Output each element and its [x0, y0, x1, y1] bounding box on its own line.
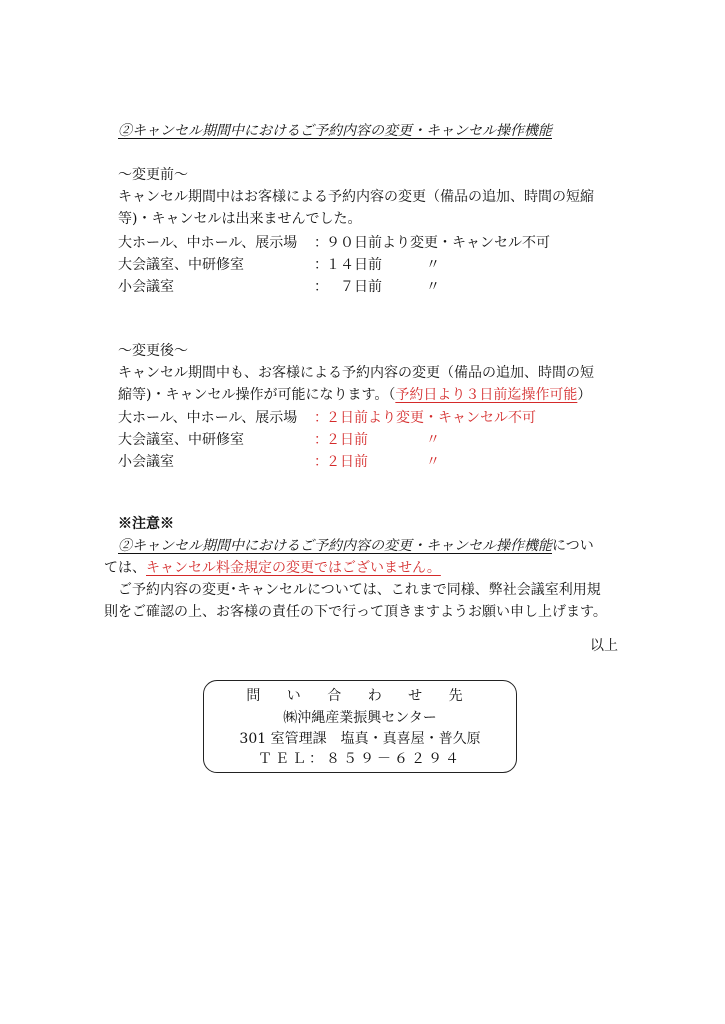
notice-title: ※注意※ — [118, 516, 174, 532]
facility-label: 小会議室 — [118, 454, 174, 470]
notice-line-1 — [118, 535, 594, 557]
colon: ： — [314, 235, 328, 251]
ditto-mark: 〃 — [426, 432, 440, 448]
ditto-mark: 〃 — [426, 257, 440, 273]
colon: ： — [314, 257, 328, 273]
after-desc-line-1: キャンセル期間中も、お客様による予約内容の変更（備品の追加、時間の短 — [118, 365, 594, 381]
deadline-value: ２日前より変更・キャンセル不可 — [326, 410, 536, 426]
ditto-mark: 〃 — [426, 454, 440, 470]
before-desc-line-2: 等)・キャンセルは出来ませんでした。 — [118, 211, 362, 227]
facility-label: 大会議室、中研修室 — [118, 432, 244, 448]
after-desc-highlight: 予約日より３日前迄操作可能 — [395, 387, 578, 403]
contact-title: 問 い 合 わ せ 先 — [246, 688, 474, 704]
facility-label: 小会議室 — [118, 279, 174, 295]
deadline-value: ２日前 — [326, 454, 368, 470]
facility-label: 大ホール、中ホール、展示場 — [118, 410, 298, 426]
colon: ： — [314, 454, 328, 470]
notice-line-1-tail: につい — [552, 538, 594, 554]
colon: ： — [314, 279, 328, 295]
before-desc-line-1: キャンセル期間中はお客様による予約内容の変更（備品の追加、時間の短縮 — [118, 189, 594, 205]
notice-highlight: キャンセル料金規定の変更ではございません。 — [146, 560, 441, 576]
contact-company: ㈱沖縄産業振興センター — [283, 710, 437, 726]
after-desc-text: 縮等)・キャンセル操作が可能になります。（ — [118, 387, 396, 403]
after-desc-line-2 — [118, 384, 591, 406]
before-label: ～変更前～ — [118, 167, 188, 183]
deadline-value: １４日前 — [326, 257, 382, 273]
contact-box — [203, 680, 517, 773]
after-desc-close: ） — [577, 387, 592, 403]
notice-para-2-line-2: 則をご確認の上、お客様の責任の下で行って頂きますようお願い申し上げます。 — [104, 604, 607, 620]
notice-line-2 — [104, 557, 441, 579]
contact-tel: ＴＥＬ：８５９－６２９４ — [258, 751, 462, 767]
ditto-mark: 〃 — [426, 279, 440, 295]
colon: ： — [314, 410, 328, 426]
facility-label: 大会議室、中研修室 — [118, 257, 244, 273]
facility-label: 大ホール、中ホール、展示場 — [118, 235, 298, 251]
deadline-value: ９０日前より変更・キャンセル不可 — [326, 235, 550, 251]
notice-heading-ref: ②キャンセル期間中におけるご予約内容の変更・キャンセル操作機能 — [118, 538, 552, 554]
after-label: ～変更後～ — [118, 343, 188, 359]
section-heading: ②キャンセル期間中におけるご予約内容の変更・キャンセル操作機能 — [118, 123, 552, 139]
notice-para-2-line-1: ご予約内容の変更･キャンセルについては、これまで同様、弊社会議室利用規 — [118, 582, 601, 598]
deadline-value: ７日前 — [326, 279, 382, 295]
closing-text: 以上 — [590, 638, 618, 654]
notice-line-2-start: ては、 — [104, 560, 146, 576]
deadline-value: ２日前 — [326, 432, 368, 448]
colon: ： — [314, 432, 328, 448]
contact-dept: 301 室管理課 塩真・真喜屋・普久原 — [239, 731, 481, 747]
